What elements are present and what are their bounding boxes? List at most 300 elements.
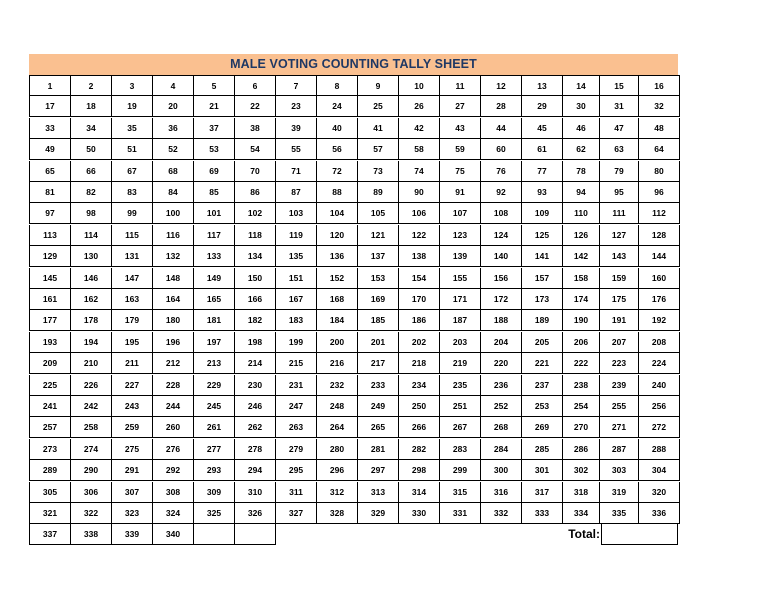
tally-cell: 124 xyxy=(481,225,522,246)
tally-cell: 7 xyxy=(276,75,317,96)
tally-cell: 130 xyxy=(71,246,112,267)
tally-cell: 20 xyxy=(153,96,194,117)
tally-row xyxy=(29,75,680,96)
tally-cell: 6 xyxy=(235,75,276,96)
tally-cell: 210 xyxy=(71,353,112,374)
tally-cell: 234 xyxy=(399,375,440,396)
tally-cell: 216 xyxy=(317,353,358,374)
tally-cell: 296 xyxy=(317,460,358,481)
tally-cell: 260 xyxy=(153,417,194,438)
tally-cell: 261 xyxy=(194,417,235,438)
tally-cell: 226 xyxy=(71,375,112,396)
tally-cell: 269 xyxy=(522,417,563,438)
tally-cell: 92 xyxy=(481,182,522,203)
tally-cell: 191 xyxy=(600,310,639,331)
tally-cell: 12 xyxy=(481,75,522,96)
tally-cell: 204 xyxy=(481,332,522,353)
tally-cell: 289 xyxy=(29,460,71,481)
tally-cell: 91 xyxy=(440,182,481,203)
tally-cell: 244 xyxy=(153,396,194,417)
tally-cell: 301 xyxy=(522,460,563,481)
tally-cell: 103 xyxy=(276,203,317,224)
tally-row xyxy=(29,203,680,224)
tally-cell: 106 xyxy=(399,203,440,224)
tally-row xyxy=(29,460,680,481)
tally-cell: 238 xyxy=(563,375,600,396)
tally-cell: 329 xyxy=(358,503,399,524)
tally-cell: 247 xyxy=(276,396,317,417)
tally-cell: 241 xyxy=(29,396,71,417)
tally-cell: 299 xyxy=(440,460,481,481)
tally-cell: 324 xyxy=(153,503,194,524)
tally-cell: 185 xyxy=(358,310,399,331)
tally-cell: 127 xyxy=(600,225,639,246)
tally-cell: 117 xyxy=(194,225,235,246)
tally-cell: 187 xyxy=(440,310,481,331)
tally-cell: 311 xyxy=(276,482,317,503)
tally-cell: 300 xyxy=(481,460,522,481)
tally-cell: 197 xyxy=(194,332,235,353)
tally-cell: 253 xyxy=(522,396,563,417)
tally-cell: 243 xyxy=(112,396,153,417)
tally-cell: 285 xyxy=(522,439,563,460)
tally-row xyxy=(29,118,680,139)
tally-cell: 111 xyxy=(600,203,639,224)
tally-cell: 189 xyxy=(522,310,563,331)
tally-row xyxy=(29,182,680,203)
tally-cell: 196 xyxy=(153,332,194,353)
tally-cell: 172 xyxy=(481,289,522,310)
tally-cell: 157 xyxy=(522,268,563,289)
tally-cell: 335 xyxy=(600,503,639,524)
tally-cell: 66 xyxy=(71,161,112,182)
tally-cell: 1 xyxy=(29,75,71,96)
tally-cell: 138 xyxy=(399,246,440,267)
tally-cell: 252 xyxy=(481,396,522,417)
tally-cell: 312 xyxy=(317,482,358,503)
tally-row xyxy=(29,375,680,396)
tally-cell: 173 xyxy=(522,289,563,310)
tally-cell: 277 xyxy=(194,439,235,460)
tally-cell: 44 xyxy=(481,118,522,139)
tally-row xyxy=(29,396,680,417)
tally-cell: 79 xyxy=(600,161,639,182)
tally-cell: 156 xyxy=(481,268,522,289)
tally-cell: 147 xyxy=(112,268,153,289)
tally-cell: 68 xyxy=(153,161,194,182)
total-label: Total: xyxy=(568,527,600,542)
tally-cell: 9 xyxy=(358,75,399,96)
tally-cell: 112 xyxy=(639,203,680,224)
tally-cell: 35 xyxy=(112,118,153,139)
tally-cell: 331 xyxy=(440,503,481,524)
tally-cell: 5 xyxy=(194,75,235,96)
tally-cell: 125 xyxy=(522,225,563,246)
tally-cell: 123 xyxy=(440,225,481,246)
tally-cell: 322 xyxy=(71,503,112,524)
tally-cell: 284 xyxy=(481,439,522,460)
tally-row xyxy=(29,524,678,545)
tally-cell: 308 xyxy=(153,482,194,503)
tally-cell: 42 xyxy=(399,118,440,139)
tally-cell: 230 xyxy=(235,375,276,396)
tally-cell: 110 xyxy=(563,203,600,224)
tally-cell: 190 xyxy=(563,310,600,331)
tally-cell: 307 xyxy=(112,482,153,503)
tally-cell: 107 xyxy=(440,203,481,224)
tally-cell: 89 xyxy=(358,182,399,203)
tally-cell: 170 xyxy=(399,289,440,310)
tally-cell: 115 xyxy=(112,225,153,246)
tally-cell: 332 xyxy=(481,503,522,524)
tally-cell: 57 xyxy=(358,139,399,160)
tally-cell: 46 xyxy=(563,118,600,139)
tally-cell: 193 xyxy=(29,332,71,353)
tally-cell: 229 xyxy=(194,375,235,396)
tally-cell: 21 xyxy=(194,96,235,117)
tally-cell: 263 xyxy=(276,417,317,438)
tally-cell: 164 xyxy=(153,289,194,310)
tally-cell: 207 xyxy=(600,332,639,353)
tally-cell: 97 xyxy=(29,203,71,224)
tally-cell: 53 xyxy=(194,139,235,160)
total-value-box xyxy=(601,524,678,545)
tally-cell: 144 xyxy=(639,246,680,267)
tally-cell: 83 xyxy=(112,182,153,203)
tally-cell: 291 xyxy=(112,460,153,481)
tally-cell: 333 xyxy=(522,503,563,524)
tally-cell: 61 xyxy=(522,139,563,160)
tally-cell: 137 xyxy=(358,246,399,267)
tally-cell: 155 xyxy=(440,268,481,289)
tally-cell: 101 xyxy=(194,203,235,224)
tally-cell: 128 xyxy=(639,225,680,246)
tally-row xyxy=(29,225,680,246)
tally-cell: 287 xyxy=(600,439,639,460)
tally-cell: 192 xyxy=(639,310,680,331)
tally-cell: 153 xyxy=(358,268,399,289)
tally-cell: 78 xyxy=(563,161,600,182)
tally-cell: 133 xyxy=(194,246,235,267)
tally-cell: 93 xyxy=(522,182,563,203)
tally-cell: 288 xyxy=(639,439,680,460)
tally-cell: 251 xyxy=(440,396,481,417)
tally-cell: 221 xyxy=(522,353,563,374)
tally-sheet xyxy=(29,54,678,547)
tally-cell: 174 xyxy=(563,289,600,310)
tally-cell: 330 xyxy=(399,503,440,524)
tally-cell: 81 xyxy=(29,182,71,203)
tally-cell: 169 xyxy=(358,289,399,310)
tally-cell: 181 xyxy=(194,310,235,331)
tally-cell: 278 xyxy=(235,439,276,460)
tally-cell: 34 xyxy=(71,118,112,139)
tally-cell: 195 xyxy=(112,332,153,353)
tally-cell: 235 xyxy=(440,375,481,396)
tally-cell: 231 xyxy=(276,375,317,396)
tally-cell: 98 xyxy=(71,203,112,224)
tally-cell: 178 xyxy=(71,310,112,331)
tally-cell: 56 xyxy=(317,139,358,160)
tally-cell: 212 xyxy=(153,353,194,374)
tally-cell: 194 xyxy=(71,332,112,353)
tally-cell: 165 xyxy=(194,289,235,310)
tally-cell: 3 xyxy=(112,75,153,96)
tally-cell: 166 xyxy=(235,289,276,310)
tally-row xyxy=(29,482,680,503)
tally-cell: 148 xyxy=(153,268,194,289)
tally-cell: 321 xyxy=(29,503,71,524)
tally-cell: 232 xyxy=(317,375,358,396)
tally-cell: 218 xyxy=(399,353,440,374)
tally-cell: 17 xyxy=(29,96,71,117)
tally-cell: 211 xyxy=(112,353,153,374)
tally-cell: 268 xyxy=(481,417,522,438)
tally-cell: 270 xyxy=(563,417,600,438)
tally-cell: 302 xyxy=(563,460,600,481)
tally-cell: 88 xyxy=(317,182,358,203)
tally-cell: 334 xyxy=(563,503,600,524)
tally-cell: 74 xyxy=(399,161,440,182)
tally-cell: 52 xyxy=(153,139,194,160)
tally-cell: 267 xyxy=(440,417,481,438)
tally-cell: 26 xyxy=(399,96,440,117)
tally-cell: 323 xyxy=(112,503,153,524)
tally-cell: 206 xyxy=(563,332,600,353)
tally-cell: 310 xyxy=(235,482,276,503)
tally-cell: 318 xyxy=(563,482,600,503)
tally-cell: 154 xyxy=(399,268,440,289)
tally-cell: 30 xyxy=(563,96,600,117)
tally-cell: 32 xyxy=(639,96,680,117)
tally-cell: 297 xyxy=(358,460,399,481)
tally-cell: 167 xyxy=(276,289,317,310)
tally-grid xyxy=(29,75,678,547)
tally-cell: 4 xyxy=(153,75,194,96)
tally-cell: 262 xyxy=(235,417,276,438)
tally-cell: 29 xyxy=(522,96,563,117)
tally-cell: 314 xyxy=(399,482,440,503)
tally-cell: 224 xyxy=(639,353,680,374)
tally-cell: 105 xyxy=(358,203,399,224)
tally-cell: 298 xyxy=(399,460,440,481)
tally-cell-empty xyxy=(194,524,235,545)
tally-cell: 129 xyxy=(29,246,71,267)
tally-cell: 171 xyxy=(440,289,481,310)
tally-cell: 80 xyxy=(639,161,680,182)
tally-cell: 48 xyxy=(639,118,680,139)
tally-cell: 8 xyxy=(317,75,358,96)
tally-cell: 37 xyxy=(194,118,235,139)
tally-cell: 104 xyxy=(317,203,358,224)
tally-cell: 134 xyxy=(235,246,276,267)
tally-cell: 282 xyxy=(399,439,440,460)
tally-cell: 272 xyxy=(639,417,680,438)
tally-cell: 150 xyxy=(235,268,276,289)
tally-cell: 254 xyxy=(563,396,600,417)
tally-cell: 168 xyxy=(317,289,358,310)
tally-cell: 236 xyxy=(481,375,522,396)
tally-cell: 266 xyxy=(399,417,440,438)
tally-cell: 31 xyxy=(600,96,639,117)
tally-cell: 274 xyxy=(71,439,112,460)
tally-cell: 279 xyxy=(276,439,317,460)
tally-cell: 325 xyxy=(194,503,235,524)
tally-cell: 248 xyxy=(317,396,358,417)
tally-row xyxy=(29,139,680,160)
tally-cell: 114 xyxy=(71,225,112,246)
tally-cell-empty xyxy=(235,524,276,545)
tally-cell: 69 xyxy=(194,161,235,182)
tally-cell: 305 xyxy=(29,482,71,503)
tally-row xyxy=(29,289,680,310)
tally-cell: 76 xyxy=(481,161,522,182)
tally-cell: 36 xyxy=(153,118,194,139)
tally-cell: 246 xyxy=(235,396,276,417)
tally-row xyxy=(29,96,680,117)
tally-cell: 273 xyxy=(29,439,71,460)
tally-cell: 242 xyxy=(71,396,112,417)
tally-cell: 41 xyxy=(358,118,399,139)
tally-cell: 306 xyxy=(71,482,112,503)
tally-cell: 161 xyxy=(29,289,71,310)
tally-cell: 315 xyxy=(440,482,481,503)
tally-row xyxy=(29,353,680,374)
tally-cell: 294 xyxy=(235,460,276,481)
tally-cell: 19 xyxy=(112,96,153,117)
tally-cell: 59 xyxy=(440,139,481,160)
tally-cell: 108 xyxy=(481,203,522,224)
tally-cell: 317 xyxy=(522,482,563,503)
tally-cell: 62 xyxy=(563,139,600,160)
tally-cell: 271 xyxy=(600,417,639,438)
tally-cell: 25 xyxy=(358,96,399,117)
tally-cell: 18 xyxy=(71,96,112,117)
tally-cell: 215 xyxy=(276,353,317,374)
tally-cell: 339 xyxy=(112,524,153,545)
tally-cell: 33 xyxy=(29,118,71,139)
tally-cell: 45 xyxy=(522,118,563,139)
tally-cell: 10 xyxy=(399,75,440,96)
tally-cell: 145 xyxy=(29,268,71,289)
tally-cell: 95 xyxy=(600,182,639,203)
tally-cell: 316 xyxy=(481,482,522,503)
tally-cell: 337 xyxy=(29,524,71,545)
tally-cell: 175 xyxy=(600,289,639,310)
tally-cell: 303 xyxy=(600,460,639,481)
tally-cell: 54 xyxy=(235,139,276,160)
tally-cell: 214 xyxy=(235,353,276,374)
tally-cell: 328 xyxy=(317,503,358,524)
tally-cell: 259 xyxy=(112,417,153,438)
tally-cell: 22 xyxy=(235,96,276,117)
tally-cell: 11 xyxy=(440,75,481,96)
tally-cell: 71 xyxy=(276,161,317,182)
tally-cell: 163 xyxy=(112,289,153,310)
tally-cell: 188 xyxy=(481,310,522,331)
tally-cell: 293 xyxy=(194,460,235,481)
tally-row xyxy=(29,161,680,182)
tally-cell: 75 xyxy=(440,161,481,182)
tally-cell: 213 xyxy=(194,353,235,374)
tally-row xyxy=(29,310,680,331)
tally-cell: 245 xyxy=(194,396,235,417)
tally-cell: 159 xyxy=(600,268,639,289)
tally-cell: 122 xyxy=(399,225,440,246)
tally-cell: 283 xyxy=(440,439,481,460)
tally-cell: 275 xyxy=(112,439,153,460)
tally-cell: 228 xyxy=(153,375,194,396)
tally-cell: 86 xyxy=(235,182,276,203)
tally-cell: 120 xyxy=(317,225,358,246)
tally-cell: 264 xyxy=(317,417,358,438)
tally-cell: 295 xyxy=(276,460,317,481)
tally-cell: 177 xyxy=(29,310,71,331)
tally-cell: 276 xyxy=(153,439,194,460)
tally-cell: 176 xyxy=(639,289,680,310)
tally-cell: 139 xyxy=(440,246,481,267)
tally-cell: 160 xyxy=(639,268,680,289)
tally-cell: 109 xyxy=(522,203,563,224)
tally-cell: 49 xyxy=(29,139,71,160)
tally-cell: 14 xyxy=(563,75,600,96)
tally-cell: 28 xyxy=(481,96,522,117)
tally-cell: 313 xyxy=(358,482,399,503)
tally-cell: 320 xyxy=(639,482,680,503)
tally-cell: 60 xyxy=(481,139,522,160)
tally-row xyxy=(29,268,680,289)
tally-cell: 258 xyxy=(71,417,112,438)
tally-row xyxy=(29,246,680,267)
tally-cell: 220 xyxy=(481,353,522,374)
tally-cell: 102 xyxy=(235,203,276,224)
tally-cell: 222 xyxy=(563,353,600,374)
tally-cell: 338 xyxy=(71,524,112,545)
tally-cell: 208 xyxy=(639,332,680,353)
tally-cell: 199 xyxy=(276,332,317,353)
tally-cell: 183 xyxy=(276,310,317,331)
tally-cell: 116 xyxy=(153,225,194,246)
tally-cell: 182 xyxy=(235,310,276,331)
tally-cell: 151 xyxy=(276,268,317,289)
tally-cell: 121 xyxy=(358,225,399,246)
tally-cell: 249 xyxy=(358,396,399,417)
tally-cell: 281 xyxy=(358,439,399,460)
tally-cell: 27 xyxy=(440,96,481,117)
tally-cell: 72 xyxy=(317,161,358,182)
tally-cell: 225 xyxy=(29,375,71,396)
tally-cell: 201 xyxy=(358,332,399,353)
tally-cell: 200 xyxy=(317,332,358,353)
tally-cell: 58 xyxy=(399,139,440,160)
tally-cell: 146 xyxy=(71,268,112,289)
tally-cell: 119 xyxy=(276,225,317,246)
tally-cell: 64 xyxy=(639,139,680,160)
tally-cell: 63 xyxy=(600,139,639,160)
tally-cell: 16 xyxy=(639,75,680,96)
tally-cell: 135 xyxy=(276,246,317,267)
tally-cell: 65 xyxy=(29,161,71,182)
tally-cell: 327 xyxy=(276,503,317,524)
tally-cell: 217 xyxy=(358,353,399,374)
tally-cell: 255 xyxy=(600,396,639,417)
tally-cell: 184 xyxy=(317,310,358,331)
tally-cell: 203 xyxy=(440,332,481,353)
tally-cell: 77 xyxy=(522,161,563,182)
tally-cell: 336 xyxy=(639,503,680,524)
tally-cell: 290 xyxy=(71,460,112,481)
tally-cell: 43 xyxy=(440,118,481,139)
